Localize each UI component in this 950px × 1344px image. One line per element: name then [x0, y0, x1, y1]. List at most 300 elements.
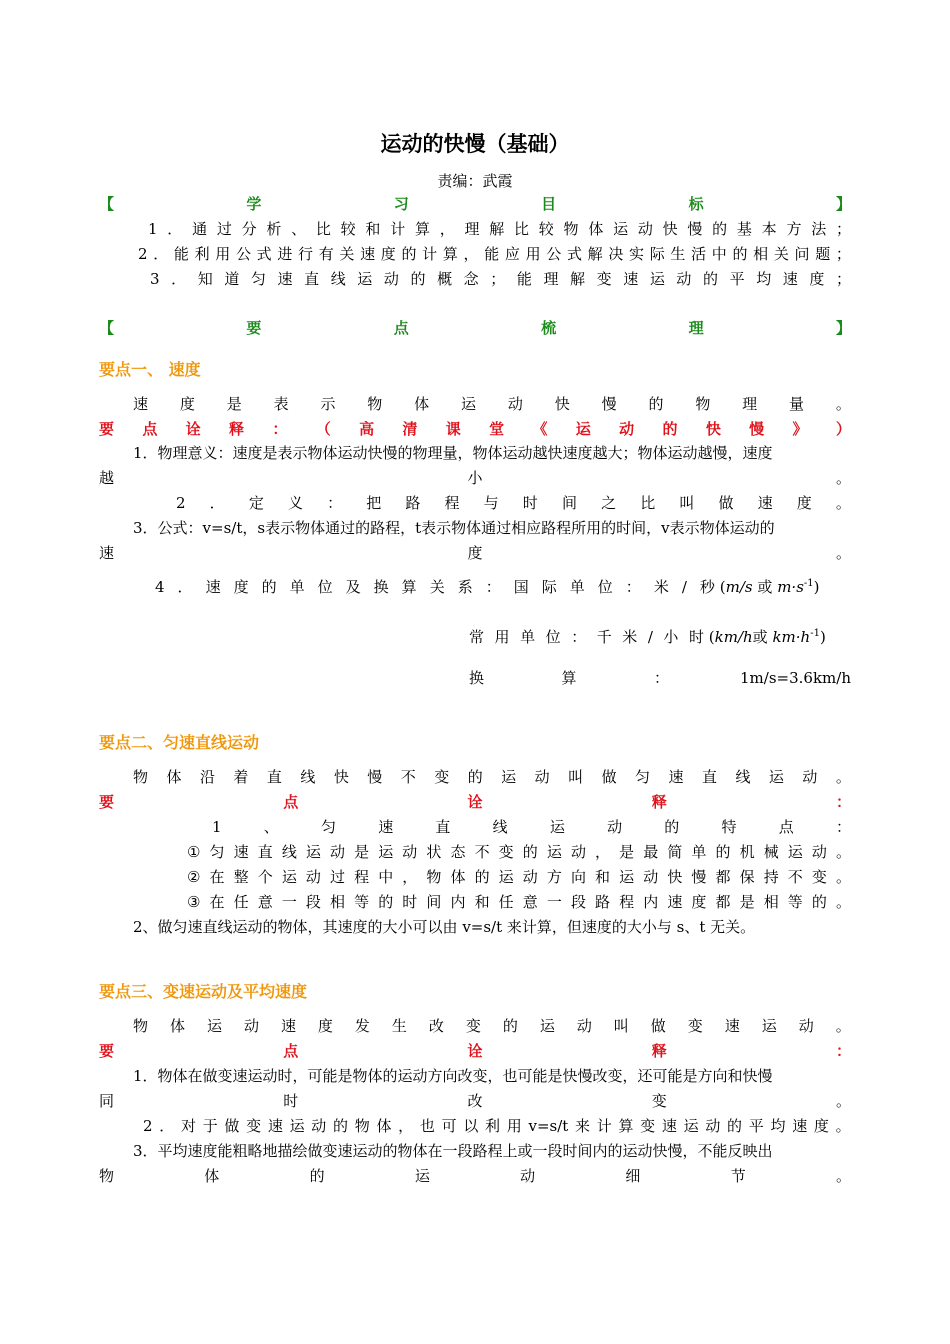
glyph: 变	[596, 270, 612, 288]
glyph: 解	[587, 245, 603, 263]
common-label	[469, 625, 704, 649]
paren-open: (	[708, 628, 715, 646]
glyph: 、	[263, 818, 279, 836]
glyph: 的	[410, 270, 426, 288]
glyph: 与	[483, 494, 499, 512]
glyph: 是	[354, 843, 370, 861]
glyph: ：	[327, 494, 343, 512]
glyph: 运	[613, 220, 629, 238]
glyph: 和	[365, 220, 381, 238]
glyph: 同	[99, 1092, 115, 1110]
glyph: 中	[378, 868, 394, 886]
glyph: 换	[469, 669, 485, 687]
goals-heading	[99, 192, 851, 216]
glyph: 能	[516, 270, 532, 288]
point1-conversion	[469, 666, 851, 690]
glyph: 对	[180, 1117, 196, 1135]
glyph: 利	[485, 1117, 501, 1135]
glyph: 特	[721, 818, 737, 836]
glyph: 小	[467, 469, 483, 487]
glyph: 路	[595, 893, 611, 911]
glyph: 做	[650, 1017, 666, 1035]
glyph: 匀	[635, 768, 651, 786]
glyph: 生	[670, 245, 686, 263]
glyph: 点	[778, 818, 794, 836]
glyph: 意	[522, 893, 538, 911]
glyph: 直	[304, 270, 320, 288]
glyph: 变	[246, 1117, 262, 1135]
glyph: 度	[467, 544, 483, 562]
point2-line1	[212, 815, 851, 839]
glyph: 过	[216, 220, 232, 238]
glyph: 持	[763, 868, 779, 886]
glyph: 的	[732, 245, 748, 263]
glyph: 式	[256, 245, 272, 263]
glyph: 运	[761, 1017, 777, 1035]
glyph: 动	[522, 868, 538, 886]
glyph: 2	[143, 1117, 153, 1135]
points-heading-char: 梳	[541, 319, 557, 337]
glyph: 度	[691, 893, 707, 911]
glyph: 米	[653, 578, 669, 596]
glyph: 度	[813, 1117, 829, 1135]
glyph: 一	[546, 893, 562, 911]
goal-item	[150, 267, 851, 291]
glyph: 式	[566, 245, 582, 263]
glyph: 改	[467, 1092, 483, 1110]
common-unit-1: km/h	[714, 628, 753, 646]
glyph: 在	[209, 893, 225, 911]
glyph: 态	[450, 843, 466, 861]
glyph: 均	[770, 1117, 786, 1135]
glyph: 的	[401, 245, 417, 263]
glyph: 。	[835, 843, 851, 861]
glyph: 动	[637, 220, 653, 238]
glyph: 算	[414, 220, 430, 238]
glyph: 用	[506, 1117, 522, 1135]
glyph: 和	[595, 868, 611, 886]
glyph: 诠	[467, 793, 483, 811]
glyph: 速	[668, 768, 684, 786]
glyph: 相	[763, 893, 779, 911]
glyph: 及	[345, 578, 361, 596]
glyph: 把	[366, 494, 382, 512]
glyph: 点	[283, 793, 299, 811]
glyph: 要	[99, 793, 115, 811]
glyph: 诠	[185, 420, 201, 438]
glyph: 意	[257, 893, 273, 911]
glyph: 基	[736, 220, 752, 238]
glyph: 的	[378, 893, 394, 911]
glyph: 体	[414, 395, 430, 413]
glyph: 生	[391, 1017, 407, 1035]
glyph: 运	[281, 868, 297, 886]
glyph: 变	[687, 1017, 703, 1035]
glyph: 。	[835, 893, 851, 911]
glyph: 运	[461, 395, 477, 413]
glyph: 来	[575, 1117, 591, 1135]
glyph: 线	[735, 768, 751, 786]
glyph: 物	[695, 395, 711, 413]
glyph: 变	[498, 843, 514, 861]
glyph: 是	[739, 893, 755, 911]
glyph: ．	[171, 270, 187, 288]
glyph: 都	[715, 868, 731, 886]
point2-definition	[133, 765, 851, 789]
glyph: 。	[835, 1092, 851, 1110]
glyph: 程	[619, 893, 635, 911]
glyph: ，	[463, 245, 479, 263]
glyph: 单	[289, 578, 305, 596]
glyph: 于	[202, 1117, 218, 1135]
convert-value: 1m/s=3.6km/h	[740, 669, 851, 687]
glyph: 换	[373, 578, 389, 596]
glyph: 4	[155, 578, 165, 596]
glyph: 不	[787, 868, 803, 886]
glyph: 段	[305, 893, 321, 911]
glyph: 动	[507, 395, 523, 413]
glyph: 慢	[601, 395, 617, 413]
document-title: 运动的快慢（基础）	[380, 132, 570, 156]
glyph: 直	[435, 818, 451, 836]
glyph: 道	[224, 270, 240, 288]
glyph: 秒	[699, 578, 715, 596]
goals-heading-char: 标	[688, 195, 704, 213]
glyph: 单	[691, 843, 707, 861]
glyph: 整	[233, 868, 249, 886]
glyph: 度	[380, 245, 396, 263]
glyph: 动	[402, 843, 418, 861]
glyph: 堂	[489, 420, 505, 438]
glyph: 利	[194, 245, 210, 263]
glyph: 释	[651, 793, 667, 811]
glyph: 动	[619, 420, 635, 438]
glyph: 理	[464, 220, 480, 238]
glyph: 的	[712, 220, 728, 238]
glyph: ②	[187, 868, 201, 886]
point1-line3a: 3．公式：v=s/t，s表示物体通过的路程，t表示物体通过相应路程所用的时间，v表示物体运动的	[133, 519, 775, 537]
goals-heading-char: 习	[393, 195, 409, 213]
glyph: 题	[815, 245, 831, 263]
glyph: 速	[378, 818, 394, 836]
glyph: 较	[538, 220, 554, 238]
glyph: ：	[625, 578, 641, 596]
glyph: 解	[489, 220, 505, 238]
glyph: 比	[640, 494, 656, 512]
glyph: 沿	[199, 768, 215, 786]
points-heading-char: 】	[835, 319, 851, 337]
glyph: 变	[465, 1017, 481, 1035]
glyph: 运	[683, 1117, 699, 1135]
glyph: 方	[786, 220, 802, 238]
glyph: ，	[402, 868, 418, 886]
glyph: 体	[204, 1167, 220, 1185]
glyph: 等	[787, 893, 803, 911]
glyph: 运	[546, 843, 562, 861]
glyph: 做	[224, 1117, 240, 1135]
glyph: 也	[419, 1117, 435, 1135]
glyph: 点	[283, 1042, 299, 1060]
points-heading	[99, 316, 851, 340]
glyph: ；	[835, 220, 851, 238]
glyph: 不	[400, 768, 416, 786]
glyph: 线	[330, 270, 346, 288]
point3-line3b	[99, 1164, 851, 1188]
glyph: 动	[330, 843, 346, 861]
glyph: 动	[705, 1117, 721, 1135]
glyph: 间	[426, 893, 442, 911]
glyph: 的	[474, 868, 490, 886]
point1-line2	[176, 491, 851, 515]
glyph: 课	[445, 420, 461, 438]
glyph: 法	[811, 220, 827, 238]
glyph: ：	[835, 793, 851, 811]
glyph: 间	[561, 494, 577, 512]
glyph: 分	[241, 220, 257, 238]
glyph: ：	[571, 628, 587, 646]
glyph: 速	[133, 395, 149, 413]
paren-close: )	[819, 628, 826, 646]
glyph: 慢	[749, 420, 765, 438]
glyph: 速	[280, 1017, 296, 1035]
glyph: 均	[756, 270, 772, 288]
glyph: 动	[383, 270, 399, 288]
glyph: 之	[601, 494, 617, 512]
goal-item	[148, 217, 851, 241]
glyph: v=s/t	[528, 1117, 569, 1135]
glyph: 活	[691, 245, 707, 263]
glyph: 物	[367, 395, 383, 413]
glyph: 速	[233, 843, 249, 861]
paren-close: )	[813, 578, 820, 596]
glyph: ①	[187, 843, 201, 861]
glyph: 时	[688, 628, 704, 646]
glyph: 诠	[467, 1042, 483, 1060]
exponent: -1	[803, 578, 814, 589]
glyph: 发	[354, 1017, 370, 1035]
glyph: 的	[467, 768, 483, 786]
glyph: 用	[525, 245, 541, 263]
glyph: 要	[99, 420, 115, 438]
glyph: 理	[742, 395, 758, 413]
glyph: 机	[739, 843, 755, 861]
glyph: 的	[333, 1117, 349, 1135]
glyph: 动	[802, 768, 818, 786]
glyph: 定	[248, 494, 264, 512]
glyph: 速	[99, 544, 115, 562]
glyph: ．	[159, 1117, 175, 1135]
point2-line2: 2、做匀速直线运动的物体，其速度的大小可以由 v=s/t 来计算，但速度的大小与 s、t 无关。	[133, 918, 756, 936]
glyph: 动	[676, 270, 692, 288]
glyph: 公	[546, 245, 562, 263]
glyph: 应	[504, 245, 520, 263]
glyph: /	[647, 628, 653, 646]
glyph: 计	[422, 245, 438, 263]
glyph: 是	[619, 843, 635, 861]
glyph: 计	[596, 1117, 612, 1135]
glyph: 速	[623, 270, 639, 288]
glyph: 解	[570, 270, 586, 288]
glyph: 度	[809, 270, 825, 288]
glyph: 做	[601, 768, 617, 786]
glyph: 体	[169, 1017, 185, 1035]
glyph: 的	[662, 420, 678, 438]
glyph: 常	[469, 628, 485, 646]
glyph: 2	[138, 245, 148, 263]
glyph: ：	[485, 578, 501, 596]
glyph: 关	[339, 245, 355, 263]
points-heading-char: 理	[688, 319, 704, 337]
convert-label	[469, 666, 669, 690]
glyph: 计	[390, 220, 406, 238]
glyph: 时	[522, 494, 538, 512]
glyph: 越	[99, 469, 115, 487]
glyph: 单	[520, 628, 536, 646]
glyph: 简	[667, 843, 683, 861]
glyph: 物	[563, 220, 579, 238]
glyph: 向	[570, 868, 586, 886]
glyph: 动	[243, 1017, 259, 1035]
glyph: 动	[643, 868, 659, 886]
glyph: ；	[835, 245, 851, 263]
glyph: 1	[212, 818, 222, 836]
glyph: ：	[653, 669, 669, 687]
paren-open: (	[719, 578, 726, 596]
glyph: 物	[99, 1167, 115, 1185]
glyph: 直	[257, 843, 273, 861]
glyph: 都	[715, 893, 731, 911]
glyph: 慢	[691, 868, 707, 886]
glyph: 运	[357, 270, 373, 288]
glyph: 运	[501, 768, 517, 786]
glyph: 程	[444, 494, 460, 512]
glyph: 程	[354, 868, 370, 886]
common-unit-2: km·h	[772, 628, 811, 646]
glyph: ．	[153, 245, 169, 263]
point2-line1-i	[187, 840, 851, 864]
glyph: 快	[667, 868, 683, 886]
glyph: 个	[257, 868, 273, 886]
glyph: 慢	[687, 220, 703, 238]
glyph: 本	[761, 220, 777, 238]
glyph: 算	[561, 669, 577, 687]
glyph: 快	[705, 420, 721, 438]
glyph: 直	[701, 768, 717, 786]
glyph: 。	[835, 469, 851, 487]
glyph: 。	[835, 1167, 851, 1185]
glyph: 快	[554, 395, 570, 413]
glyph: 速	[757, 494, 773, 512]
point3-line3a: 3．平均速度能粗略地描绘做变速运动的物体在一段路程上或一段时间内的运动快慢，不能反映出	[133, 1142, 773, 1160]
glyph: 千	[596, 628, 612, 646]
glyph: 路	[405, 494, 421, 512]
glyph: 单	[569, 578, 585, 596]
glyph: 。	[835, 494, 851, 512]
glyph: 体	[376, 1117, 392, 1135]
glyph: 匀	[250, 270, 266, 288]
glyph: 运	[498, 868, 514, 886]
glyph: 相	[753, 245, 769, 263]
point1-explain-heading	[99, 417, 851, 441]
point1-common-units	[469, 622, 851, 646]
glyph: 的	[703, 270, 719, 288]
points-heading-char: 点	[393, 319, 409, 337]
glyph: 动	[311, 1117, 327, 1135]
glyph: 运	[206, 1017, 222, 1035]
glyph: 着	[233, 768, 249, 786]
glyph: 行	[298, 245, 314, 263]
glyph: 能	[173, 245, 189, 263]
glyph: 的	[648, 395, 664, 413]
glyph: 过	[330, 868, 346, 886]
glyph: 度	[317, 1017, 333, 1035]
glyph: 线	[300, 768, 316, 786]
glyph: 米	[622, 628, 638, 646]
points-heading-char: 要	[246, 319, 262, 337]
glyph: ；	[835, 270, 851, 288]
glyph: 任	[498, 893, 514, 911]
glyph: 通	[192, 220, 208, 238]
glyph: 物	[133, 768, 149, 786]
glyph: 析	[266, 220, 282, 238]
glyph: 物	[426, 868, 442, 886]
glyph: 的	[261, 578, 277, 596]
points-heading-char: 【	[99, 319, 115, 337]
glyph: 位	[545, 628, 561, 646]
glyph: 算	[618, 1117, 634, 1135]
glyph: 释	[229, 420, 245, 438]
glyph: 小	[663, 628, 679, 646]
glyph: 公	[235, 245, 251, 263]
glyph: ，	[398, 1117, 414, 1135]
glyph: 高	[359, 420, 375, 438]
glyph: 用	[494, 628, 510, 646]
glyph: 等	[354, 893, 370, 911]
glyph: 速	[792, 1117, 808, 1135]
glyph: 1	[148, 220, 158, 238]
glyph: 国	[513, 578, 529, 596]
glyph: 问	[794, 245, 810, 263]
point2-line1-ii	[187, 865, 851, 889]
glyph: ．	[167, 220, 183, 238]
glyph: 速	[205, 578, 221, 596]
glyph: 比	[514, 220, 530, 238]
glyph: 运	[768, 768, 784, 786]
glyph: 匀	[320, 818, 336, 836]
glyph: 不	[474, 843, 490, 861]
glyph: 内	[643, 893, 659, 911]
glyph: 运	[649, 270, 665, 288]
glyph: 知	[197, 270, 213, 288]
glyph: 。	[835, 868, 851, 886]
glyph: 的	[664, 818, 680, 836]
point2-explain-heading	[99, 790, 851, 814]
glyph: 算	[401, 578, 417, 596]
glyph: 的	[811, 893, 827, 911]
si-unit-2: m·s	[777, 578, 804, 596]
glyph: 。	[835, 768, 851, 786]
glyph: 叫	[679, 494, 695, 512]
point2-heading: 要点二、匀速直线运动	[99, 733, 260, 752]
glyph: ．	[177, 578, 193, 596]
glyph: 物	[354, 1117, 370, 1135]
glyph: 物	[133, 1017, 149, 1035]
point1-line3b	[99, 541, 851, 565]
glyph: 速	[661, 1117, 677, 1135]
glyph: 平	[729, 270, 745, 288]
glyph: 动	[576, 1017, 592, 1035]
glyph: 示	[320, 395, 336, 413]
